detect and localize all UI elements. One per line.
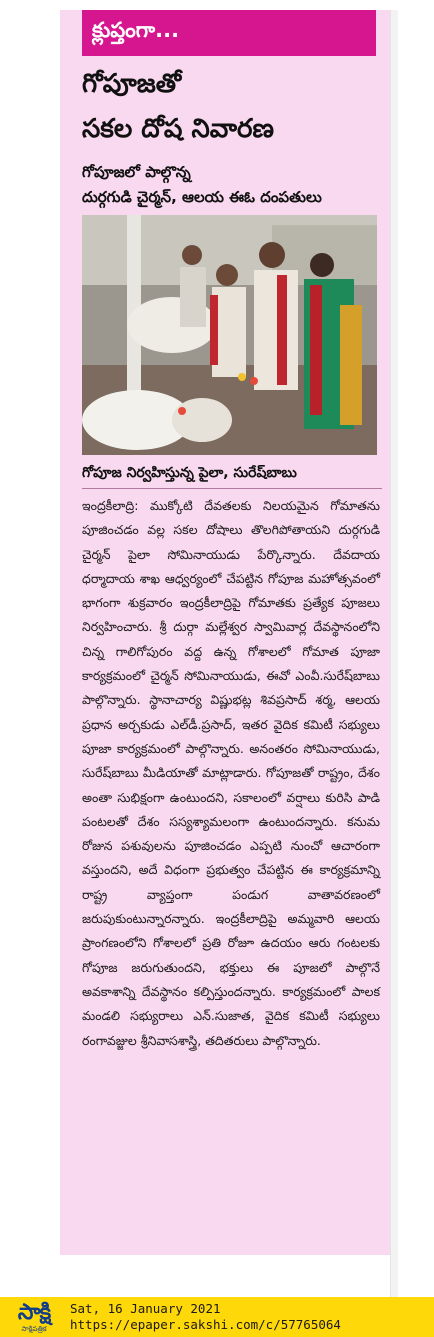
page-edge-bar xyxy=(390,10,398,1300)
photo-caption: గోపూజ నిర్వహిస్తున్న పైలా, సురేష్‌బాబు xyxy=(82,457,382,489)
edition-date: Sat, 16 January 2021 xyxy=(70,1301,221,1316)
headline-line-1: గోపూజతో xyxy=(82,69,182,99)
subheadline xyxy=(82,160,382,210)
section-label: క్లుప్తంగా... xyxy=(92,18,180,42)
article-body: ఇంద్రకీలాద్రి: ముక్కోటి దేవతలకు నిలయమైన గోమాతను పూజించడం వల్ల సకల దోషాలు తొలగిపోతాయని దుర్గగుడి చైర్మన్‌ పైలా సోమినాయుడు పేర్కొన్నారు. దేవదాయ ధర్మాదాయ శాఖ ఆధ్వర్యంలో చేపట్టిన గోపూజ మహోత్సవంలో భాగంగా శుక్రవారం ఇంద్రకీలాద్రిపై గోమాతకు ప్రత్యేక పూజలు నిర్వహించారు. శ్రీ దుర్గా మల్లేశ్వర స్వామివార్ల దేవస్థానంలోని చిన్న గాలిగోపురం వద్ద ఉన్న గోశాలలో గోమాత పూజా కార్యక్రమంలో చైర్మన్‌ సోమినాయుడు, ఈవో ఎంవీ.సురేష్‌బాబు పాల్గొన్నారు. స్థానాచార్య విష్ణుభట్ల శివప్రసాద్‌ శర్మ, ఆలయ ప్రధాన అర్చకుడు ఎల్‌డీ.ప్రసాద్‌, ఇతర వైదిక కమిటీ సభ్యులు పూజా కార్యక్రమంలో పాల్గొన్నారు. అనంతరం సోమినాయుడు, సురేష్‌బాబు మీడియాతో మాట్లాడారు. గోపూజతో రాష్ట్రం, దేశం అంతా సుభిక్షంగా ఉంటుందని, సకాలంలో వర్షాలు కురిసి పాడి పంటలతో దేశం సస్యశ్యామలంగా ఉంటుందన్నారు. కనుమ రోజున పశువులను పూజించడం ఎప్పటి నుంచో ఆచారంగా వస్తుందని, అదే విధంగా ప్రభుత్వం చేపట్టిన ఈ కార్యక్రమాన్ని రాష్ట్ర వ్యాప్తంగా పండుగ వాతావరణంలో జరుపుకుంటున్నారన్నారు. ఇంద్రకీలాద్రిపై అమ్మవారి ఆలయ ప్రాంగణంలోని గోశాలలో ప్రతి రోజూ ఉదయం ఆరు గంటలకు గోపూజ జరుగుతుందని, భక్తులు ఈ పూజలో పాల్గొనే అవకాశాన్ని దేవస్థానం కల్పిస్తుందన్నారు. కార్యక్రమంలో పాలక మండలి సభ్యురాలు ఎన్‌.సుజాత, వైదిక కమిటీ సభ్యులు రంగావజ్జుల శ్రీనివాసశాస్త్రి, తదితరులు పాల్గొన్నారు. xyxy=(82,498,380,1048)
logo-text: సాక్షి xyxy=(17,1300,51,1325)
sakshi-logo[interactable] xyxy=(0,1297,64,1337)
subhead-line-2: దుర్గగుడి చైర్మన్‌, ఆలయ ఈఓ దంపతులు xyxy=(82,188,322,206)
headline xyxy=(82,62,382,152)
footer-bar xyxy=(0,1297,434,1337)
logo-subtext: సాక్షిపత్రిక xyxy=(21,1325,47,1333)
headline-line-2: సకల దోష నివారణ xyxy=(82,114,274,144)
photo-illustration xyxy=(82,215,377,455)
news-article xyxy=(60,10,398,1255)
news-photo xyxy=(82,215,377,455)
subhead-line-1: గోపూజలో పాల్గొన్న xyxy=(82,163,191,181)
section-banner xyxy=(82,10,376,56)
epaper-url[interactable]: https://epaper.sakshi.com/c/57765064 xyxy=(70,1317,341,1332)
footer-info xyxy=(64,1301,341,1333)
